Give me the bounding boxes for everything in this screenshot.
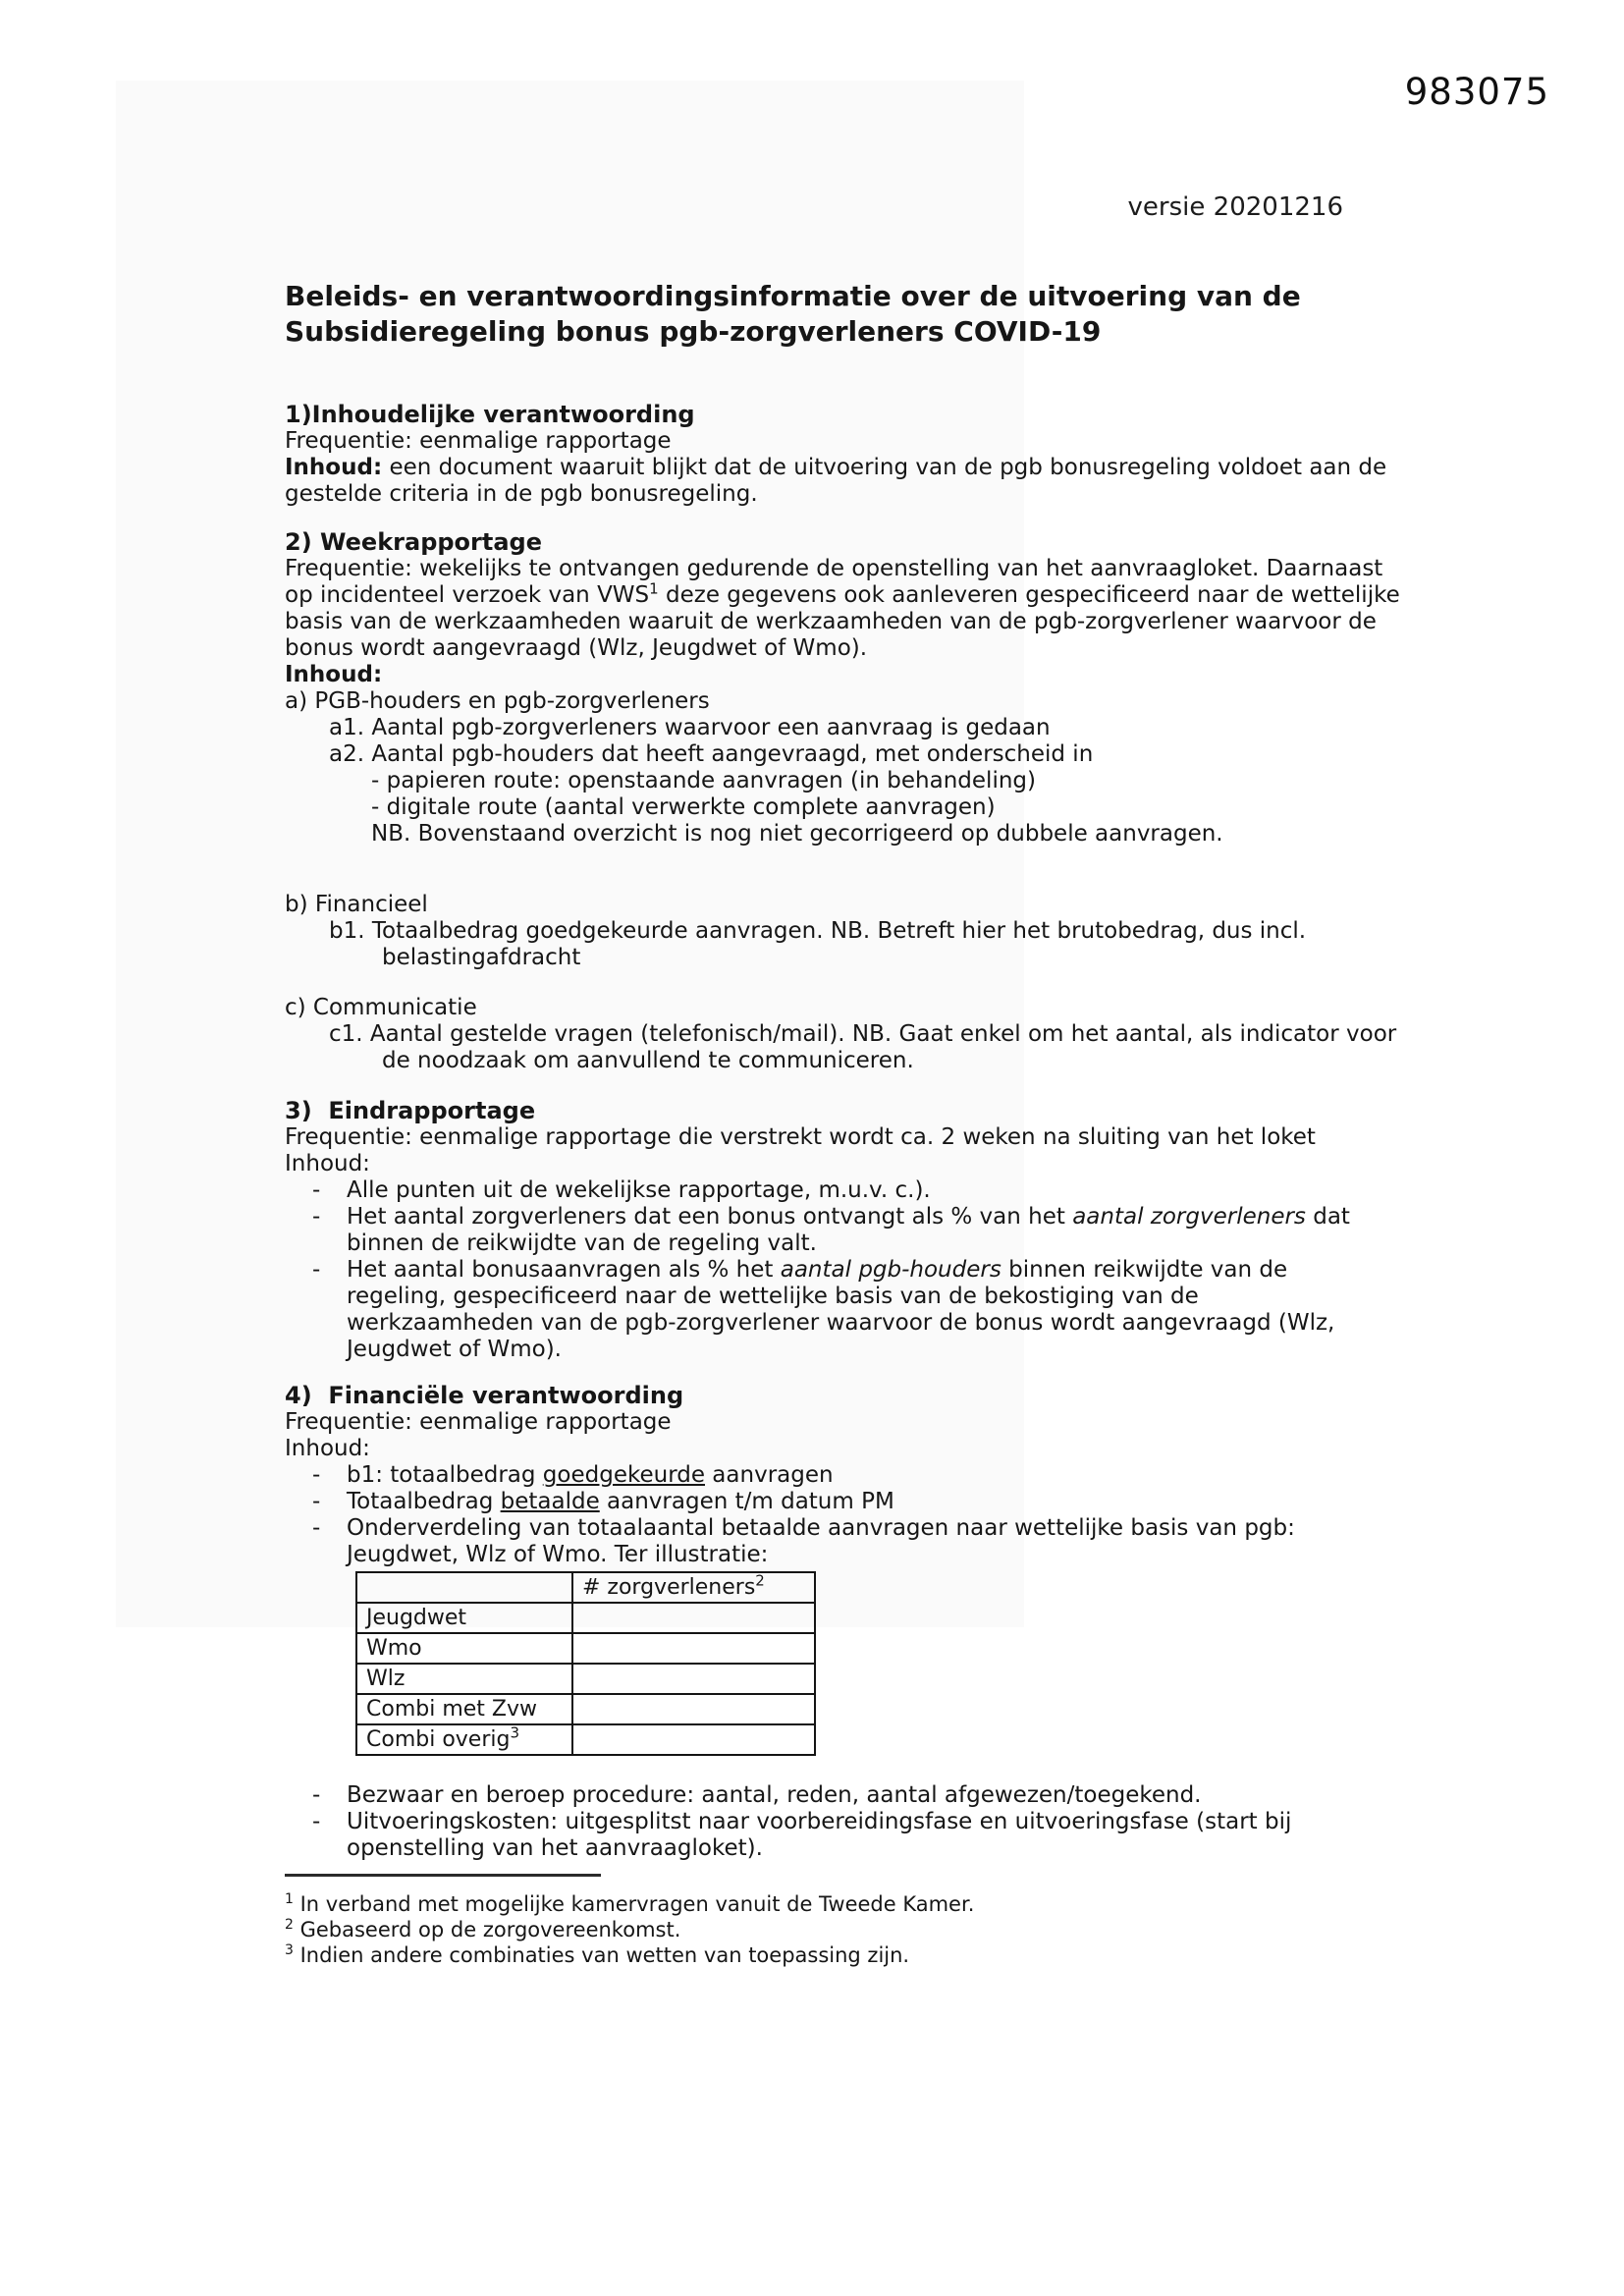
bullet-item: [285, 1782, 1512, 1809]
frequentie-line: [285, 579, 1512, 609]
footnote-divider: [285, 1874, 601, 1877]
footnote-3: [285, 1942, 1512, 1968]
footnote-ref-2: 2: [755, 1571, 765, 1590]
frequentie-line: basis van de werkzaamheden waaruit de werkzaamheden van de pgb-zorgverlener waarvoor de: [285, 609, 1377, 634]
frequentie-line: Frequentie: wekelijks te ontvangen gedurende de openstelling van het aanvraagloket. Daarnaast: [285, 556, 1383, 581]
inhoud-label: Inhoud:: [285, 455, 383, 480]
section-2: [285, 529, 1512, 1074]
bullet-text-italic: aantal zorgverleners: [1072, 1204, 1306, 1230]
table-row: [356, 1633, 815, 1664]
inhoud-label: Inhoud:: [285, 1436, 370, 1461]
section-4-heading: 4) Financiële verantwoording: [285, 1382, 684, 1409]
row-label: [356, 1724, 572, 1755]
footnote-text: Gebaseerd op de zorgovereenkomst.: [293, 1918, 681, 1941]
page-title: [285, 279, 1512, 350]
footnote-2: [285, 1917, 1512, 1942]
footnote-number: 3: [285, 1942, 294, 1958]
bullet-text-underlined: betaalde: [500, 1489, 600, 1514]
bullet-text: Het aantal zorgverleners dat een bonus ontvangt als % van het: [347, 1204, 1073, 1230]
frequentie-line: Frequentie: eenmalige rapportage: [285, 428, 672, 454]
table-row: [356, 1694, 815, 1724]
footnote-ref-3: 3: [510, 1723, 520, 1742]
bullet-text: Totaalbedrag: [347, 1489, 501, 1514]
section-3: [285, 1098, 1512, 1363]
bullet-item: [285, 1809, 1512, 1835]
bullet-text: Onderverdeling van totaalaantal betaalde aanvragen naar wettelijke basis van pgb:: [347, 1515, 1295, 1541]
footnote-1: [285, 1891, 1512, 1917]
bullet-text-underlined: goedgekeurde: [542, 1462, 705, 1488]
doc-number: 983075: [1404, 71, 1549, 113]
row-label-text: Combi overig: [366, 1726, 511, 1752]
footnotes: [285, 1891, 1512, 1968]
item-a-heading: a) PGB-houders en pgb-zorgverleners: [285, 688, 710, 714]
bullet-item-cont: Jeugdwet of Wmo).: [347, 1337, 562, 1362]
frequentie-line: bonus wordt aangevraagd (Wlz, Jeugdwet of Wmo).: [285, 635, 868, 661]
table-row: [356, 1664, 815, 1694]
section-1-heading: 1)Inhoudelijke verantwoording: [285, 401, 695, 428]
item-c1-cont: de noodzaak om aanvullend te communiceren.: [382, 1048, 914, 1073]
frequentie-line: Frequentie: eenmalige rapportage die verstrekt wordt ca. 2 weken na sluiting van het loket: [285, 1124, 1316, 1150]
item-a2: a2. Aantal pgb-houders dat heeft aangevraagd, met onderscheid in: [329, 741, 1094, 767]
footnote-text: In verband met mogelijke kamervragen vanuit de Tweede Kamer.: [293, 1892, 975, 1916]
frequentie-text: op incidenteel verzoek van VWS: [285, 582, 650, 608]
item-c1: c1. Aantal gestelde vragen (telefonisch/mail). NB. Gaat enkel om het aantal, als indicator voor: [329, 1021, 1397, 1047]
frequentie-text: deze gegevens ook aanleveren gespecificeerd naar de wettelijke: [658, 582, 1400, 608]
bullet-marker: -: [312, 1462, 321, 1488]
table-row: [356, 1603, 815, 1633]
bullet-marker: -: [312, 1809, 321, 1834]
inhoud-label: Inhoud:: [285, 1151, 370, 1176]
item-b-heading: b) Financieel: [285, 892, 428, 917]
table-col-header: [572, 1572, 815, 1603]
bullet-text: Bezwaar en beroep procedure: aantal, reden, aantal afgewezen/toegekend.: [347, 1782, 1202, 1808]
frequentie-line: Frequentie: eenmalige rapportage: [285, 1409, 672, 1435]
inhoud-line: [285, 455, 1512, 481]
bullet-item: [285, 1177, 1512, 1204]
row-value: [572, 1694, 815, 1724]
bullet-marker: -: [312, 1204, 321, 1230]
footnote-number: 1: [285, 1891, 294, 1907]
bullet-item: [285, 1489, 1512, 1515]
bullet-item: [285, 1257, 1512, 1284]
bullet-item-cont: regeling, gespecificeerd naar de wettelijke basis van de bekostiging van de: [347, 1284, 1199, 1309]
bullet-text: dat: [1305, 1204, 1350, 1230]
version-label: versie 20201216: [1127, 192, 1343, 222]
bullet-text: aanvragen t/m datum PM: [599, 1489, 894, 1514]
bullet-text-italic: aantal pgb-houders: [780, 1257, 1001, 1283]
inhoud-line-2: gestelde criteria in de pgb bonusregeling.: [285, 481, 758, 507]
footnote-text: Indien andere combinaties van wetten van toepassing zijn.: [293, 1943, 910, 1967]
footnote-ref-1: 1: [649, 579, 659, 598]
section-1: [285, 402, 1512, 508]
bullet-item: [285, 1462, 1512, 1489]
bullet-item: [285, 1515, 1512, 1542]
item-a2-note: NB. Bovenstaand overzicht is nog niet gecorrigeerd op dubbele aanvragen.: [371, 821, 1223, 847]
item-c-heading: c) Communicatie: [285, 995, 477, 1020]
bullet-text: Alle punten uit de wekelijkse rapportage, m.u.v. c.).: [347, 1177, 931, 1203]
section-2-heading: 2) Weekrapportage: [285, 528, 542, 556]
bullet-text: b1: totaalbedrag: [347, 1462, 543, 1488]
bullet-text: Het aantal bonusaanvragen als % het: [347, 1257, 781, 1283]
item-a2-sub1: - papieren route: openstaande aanvragen (in behandeling): [371, 768, 1036, 793]
bullet-marker: -: [312, 1782, 321, 1808]
bullet-marker: -: [312, 1515, 321, 1541]
row-value: [572, 1724, 815, 1755]
inhoud-text: een document waaruit blijkt dat de uitvoering van de pgb bonusregeling voldoet aan de: [382, 455, 1387, 480]
row-value: [572, 1633, 815, 1664]
row-label: Wlz: [356, 1664, 572, 1694]
item-a2-sub2: - digitale route (aantal verwerkte complete aanvragen): [371, 794, 996, 820]
bullet-text: binnen reikwijdte van de: [1001, 1257, 1288, 1283]
row-label: Combi met Zvw: [356, 1694, 572, 1724]
bullet-marker: -: [312, 1489, 321, 1514]
row-value: [572, 1603, 815, 1633]
bullet-marker: -: [312, 1257, 321, 1283]
illustration-table: [355, 1571, 816, 1756]
row-label: Jeugdwet: [356, 1603, 572, 1633]
section-3-heading: 3) Eindrapportage: [285, 1097, 536, 1124]
bullet-item-cont: binnen de reikwijdte van de regeling valt.: [347, 1230, 817, 1256]
table-corner-cell: [356, 1572, 572, 1603]
footnote-number: 2: [285, 1917, 294, 1933]
item-a1: a1. Aantal pgb-zorgverleners waarvoor een aanvraag is gedaan: [329, 715, 1051, 740]
bullet-text: aanvragen: [705, 1462, 834, 1488]
page-title-line1: Beleids- en verantwoordingsinformatie over de uitvoering van de: [285, 280, 1301, 312]
bullet-item-cont: openstelling van het aanvraagloket).: [347, 1835, 763, 1861]
bullet-text: Uitvoeringskosten: uitgesplitst naar voorbereidingsfase en uitvoeringsfase (start bij: [347, 1809, 1292, 1834]
row-value: [572, 1664, 815, 1694]
page-title-line2: Subsidieregeling bonus pgb-zorgverleners COVID-19: [285, 315, 1102, 348]
table-row: [356, 1724, 815, 1755]
item-b1-cont: belastingafdracht: [382, 945, 581, 970]
inhoud-label: Inhoud:: [285, 662, 383, 687]
table-header-row: [356, 1572, 815, 1603]
item-b1: b1. Totaalbedrag goedgekeurde aanvragen. NB. Betreft hier het brutobedrag, dus incl.: [329, 918, 1307, 944]
bullet-item-cont: Jeugdwet, Wlz of Wmo. Ter illustratie:: [347, 1542, 769, 1567]
bullet-marker: -: [312, 1177, 321, 1203]
col-header-label: # zorgverleners: [582, 1574, 756, 1600]
document-body: [285, 279, 1512, 1968]
bullet-item-cont: werkzaamheden van de pgb-zorgverlener waarvoor de bonus wordt aangevraagd (Wlz,: [347, 1310, 1335, 1336]
bullet-item: [285, 1204, 1512, 1230]
section-4: [285, 1383, 1512, 1862]
row-label: Wmo: [356, 1633, 572, 1664]
